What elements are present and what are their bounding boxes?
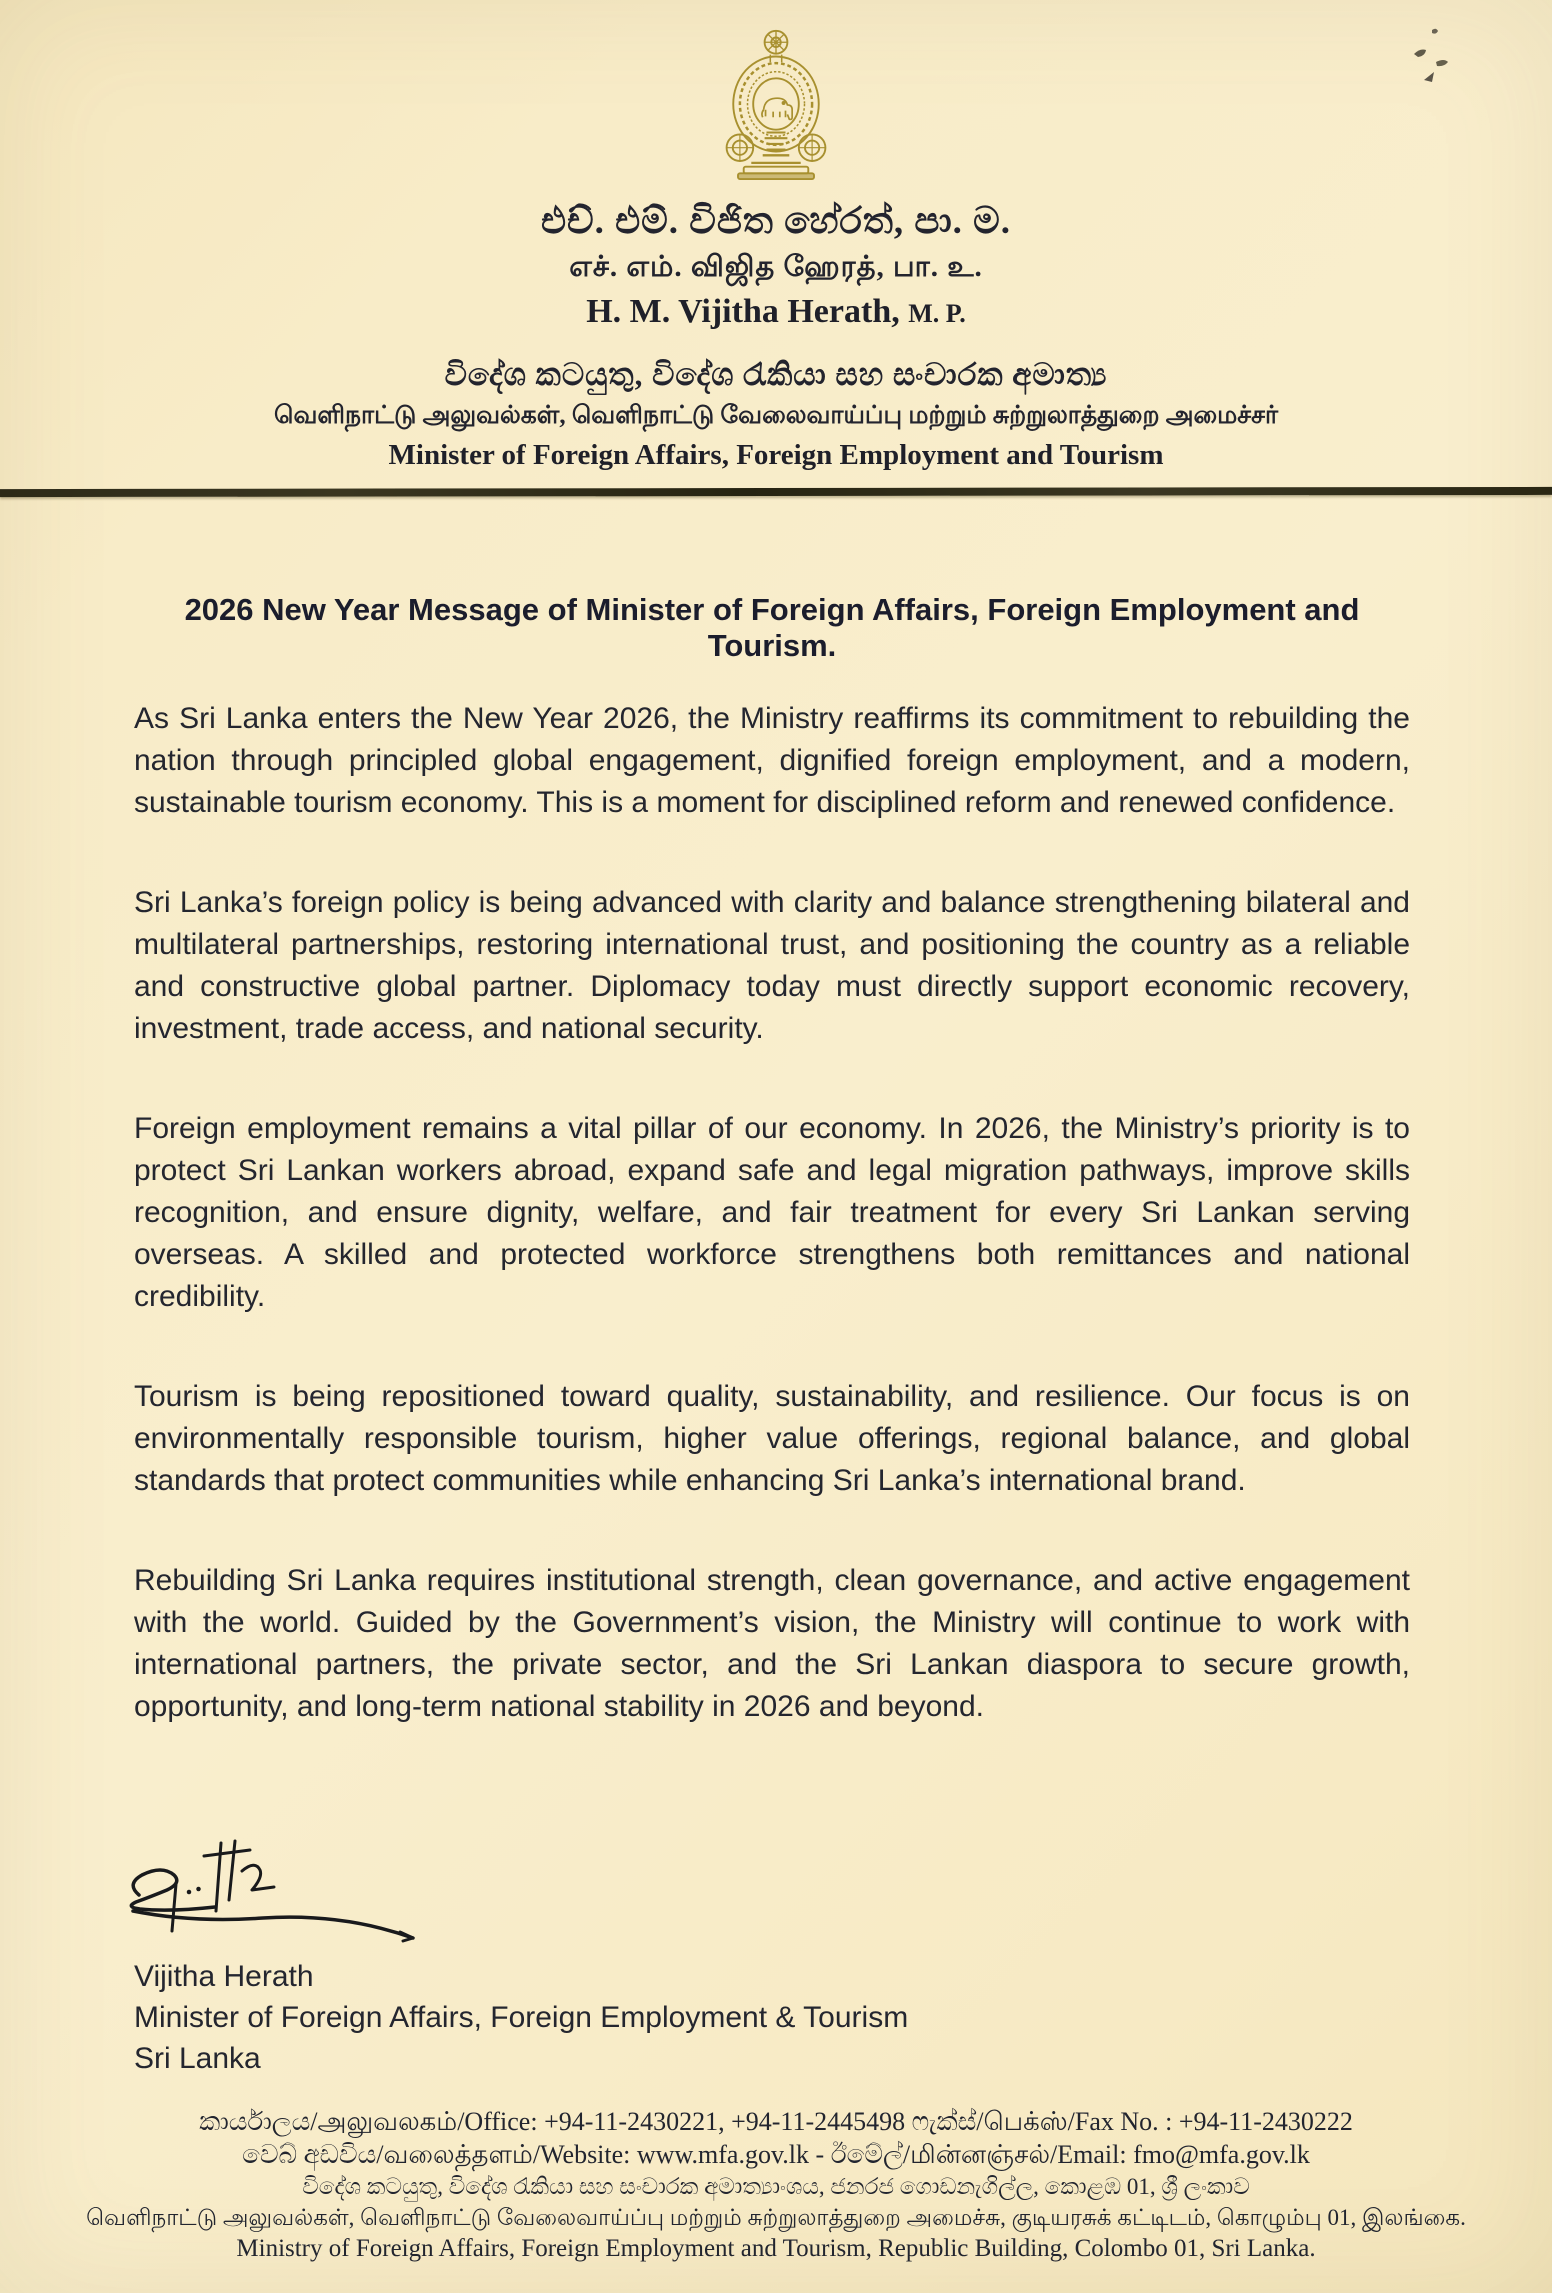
- letterhead-divider-rule: [0, 487, 1552, 497]
- ink-smudge-mark: [1402, 22, 1472, 112]
- signatory-title: Minister of Foreign Affairs, Foreign Employment & Tourism: [134, 2001, 909, 2034]
- signatory-country: Sri Lanka: [134, 2042, 261, 2075]
- minister-name-english-main: H. M. Vijitha Herath,: [586, 293, 900, 330]
- ministry-title-tamil: வெளிநாட்டு அலுவல்கள், வெளிநாட்டு வேலைவாய்ப்பு மற்றும் சுற்றுலாத்துறை அமைச்சர்: [273, 402, 1279, 429]
- ministry-title-sinhala: විදේශ කටයුතු, විදේශ රැකියා සහ සංචාරක අමාත්‍ය: [444, 357, 1108, 392]
- signatory-name: Vijitha Herath: [134, 1960, 314, 1993]
- footer-website-email: වෙබ් අඩවිය/வலைத்தளம்/Website: www.mfa.gov.lk - ඊමේල්/மின்னஞ்சல்/Email: fmo@mfa.gov.lk: [242, 2140, 1310, 2169]
- letter-paragraph: Foreign employment remains a vital pillar of our economy. In 2026, the Ministry’s priority is to protect Sri Lankan workers abroad, expand safe and legal migration pathways, improve skills recognition, and ensure dignity, welfare, and fair treatment for every Sri Lankan serving overseas. A skilled and protected workforce strengthens both remittances and national credibility.: [134, 1112, 1410, 1313]
- letter-paragraph: As Sri Lanka enters the New Year 2026, the Ministry reaffirms its commitment to rebuilding the nation through principled global engagement, dignified foreign employment, and a modern, sustainable tourism economy. This is a moment for disciplined reform and renewed confidence.: [134, 702, 1410, 819]
- signature-icon: [116, 1836, 446, 1956]
- letter-title: 2026 New Year Message of Minister of Foreign Affairs, Foreign Employment and Tourism.: [184, 592, 1360, 663]
- letterhead: [0, 0, 1552, 472]
- minister-name-sinhala: එච්. එම්. විජිත හේරත්, පා. ම.: [540, 201, 1012, 242]
- minister-name-english: [0, 293, 1552, 331]
- letter-footer: [0, 2105, 1552, 2265]
- footer-address-sinhala: විදේශ කටයුතු, විදේශ රැකියා සහ සංචාරක අමාත්‍යාංශය, ජනරජ ගොඩනැගිල්ල, කොළඹ 01, ශ්‍රී ලංකාව: [302, 2174, 1250, 2199]
- minister-postnominal: M. P.: [908, 299, 966, 328]
- letter-paragraph: Tourism is being repositioned toward quality, sustainability, and resilience. Our focus is on environmentally responsible tourism, higher value offerings, regional balance, and global standards that protect communities while enhancing Sri Lanka’s international brand.: [134, 1380, 1410, 1497]
- letter-paragraph: Rebuilding Sri Lanka requires institutional strength, clean governance, and active engagement with the world. Guided by the Government’s vision, the Ministry will continue to work with international partners, the private sector, and the Sri Lankan diaspora to secure growth, opportunity, and long-term national stability in 2026 and beyond.: [134, 1564, 1410, 1723]
- footer-address-tamil: வெளிநாட்டு அலுவல்கள், வெளிநாட்டு வேலைவாய்ப்பு மற்றும் சுற்றுலாத்துறை அமைச்சு, குடியரசுக் கட்டிடம், கொழும்பு 01, இலங்கை.: [86, 2205, 1466, 2230]
- letter-paragraph: Sri Lanka’s foreign policy is being advanced with clarity and balance strengthening bilateral and multilateral partnerships, restoring international trust, and positioning the country as a reliable and constructive global partner. Diplomacy today must directly support economic recovery, investment, trade access, and national security.: [134, 886, 1410, 1045]
- ministry-title-english: Minister of Foreign Affairs, Foreign Employment and Tourism: [388, 439, 1164, 471]
- national-emblem-icon: [717, 28, 835, 180]
- footer-address-english: Ministry of Foreign Affairs, Foreign Employment and Tourism, Republic Building, Colombo 01, Sri Lanka.: [236, 2235, 1316, 2262]
- minister-name-tamil: எச். எம். விஜித ஹேரத், பா. உ.: [569, 251, 983, 283]
- letter-body: [0, 592, 1552, 1728]
- footer-office-phone-fax: කාර්යාලය/அலுவலகம்/Office: +94-11-2430221, +94-11-2445498 ෆැක්ස්/பெக்ஸ்/Fax No. : +94-11-2430222: [199, 2107, 1353, 2136]
- letter-paragraphs: [134, 698, 1410, 1728]
- signature-block: [0, 1836, 1552, 2079]
